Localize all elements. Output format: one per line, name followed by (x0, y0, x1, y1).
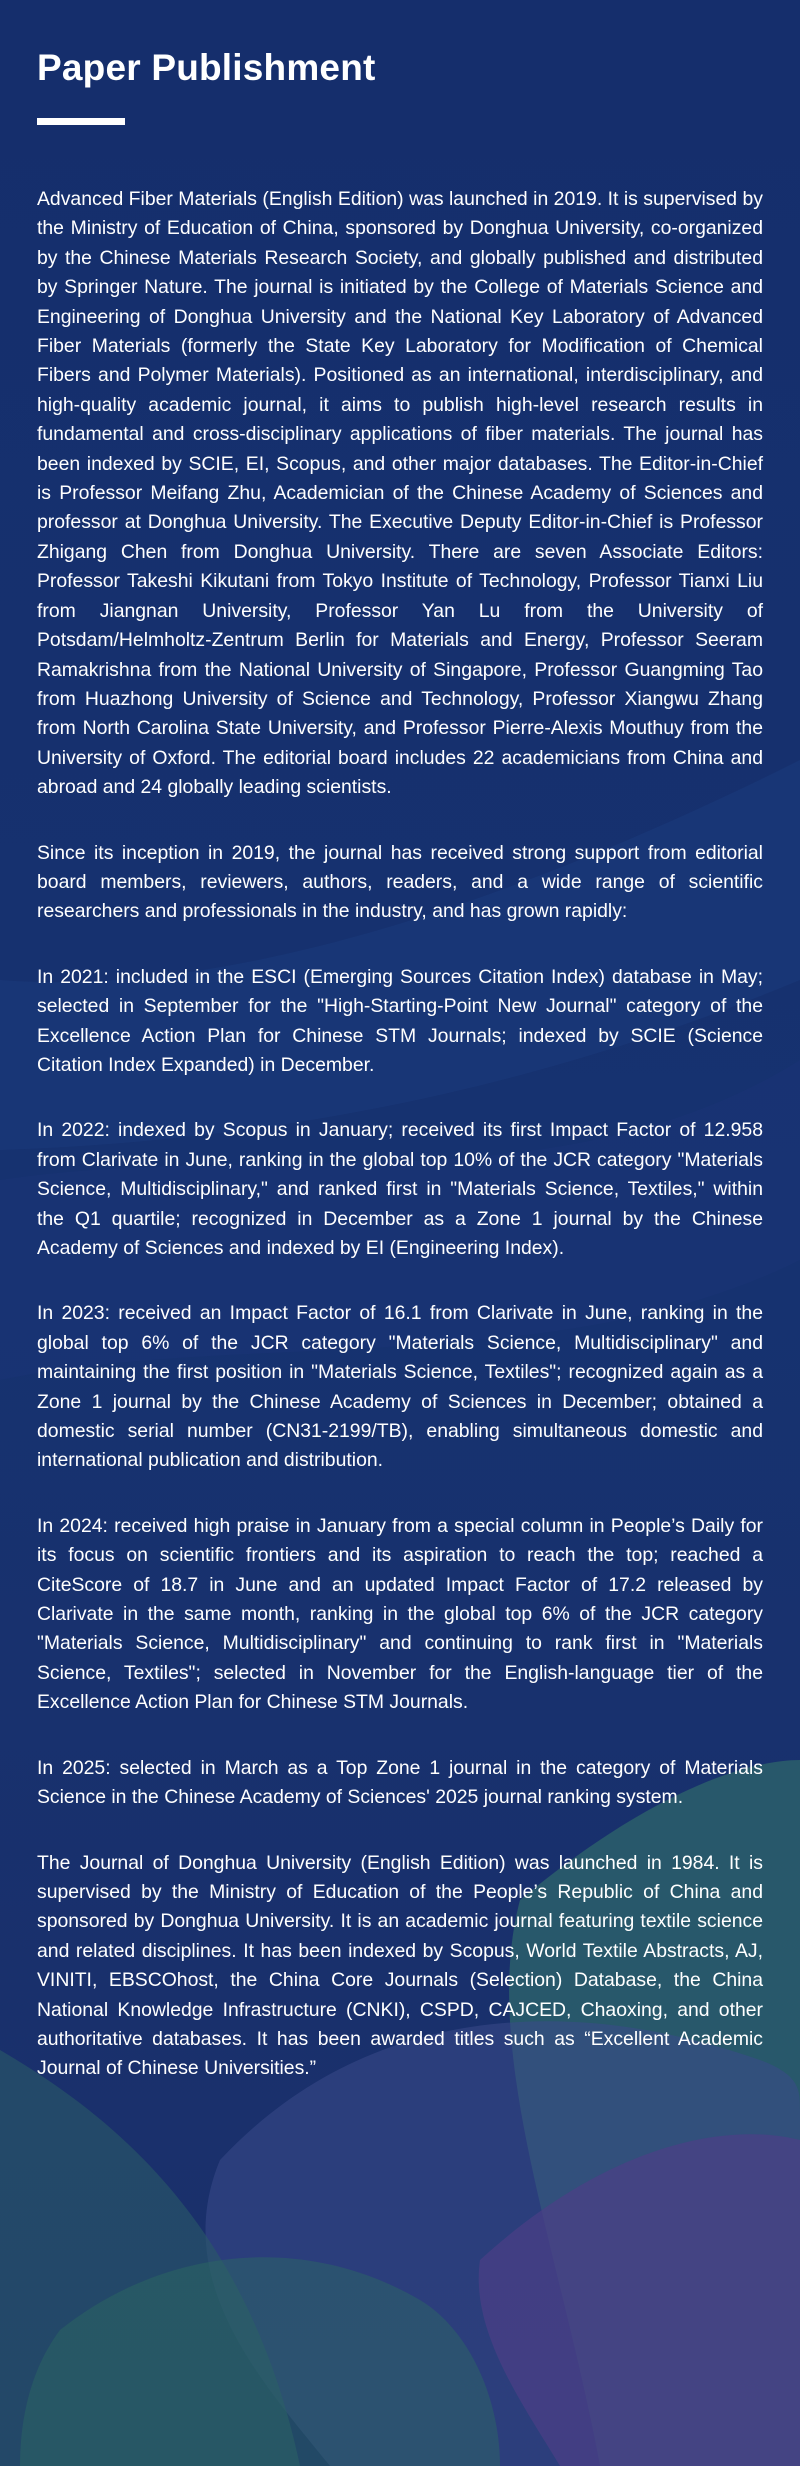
paragraph-2025: In 2025: selected in March as a Top Zone 1 journal in the category of Materials Science in the Chinese Academy of Sciences' 2025 journal ranking system. (37, 1756, 763, 1809)
paragraph-afm-intro: Advanced Fiber Materials (English Edition) was launched in 2019. It is supervised by the Ministry of Education of China, sponsored by Donghua University, co-organized by the Chinese Materials Research Society, and globally published and distributed by Springer Nature. The journal is initiated by the College of Materials Science and Engineering of Donghua University and the National Key Laboratory of Advanced Fiber Materials (formerly the State Key Laboratory for Modification of Chemical Fibers and Polymer Materials). Positioned as an international, interdisciplinary, and high-quality academic journal, it aims to publish high-level research results in fundamental and cross-disciplinary applications of fiber materials. The journal has been indexed by SCIE, EI, Scopus, and other major databases. The Editor-in-Chief is Professor Meifang Zhu, Academician of the Chinese Academy of Sciences and professor at Donghua University. The Executive Deputy Editor-in-Chief is Professor Zhigang Chen from Donghua University. There are seven Associate Editors: Professor Takeshi Kikutani from Tokyo Institute of Technology, Professor Tianxi Liu from Jiangnan University, Professor Yan Lu from the University of Potsdam/Helmholtz-Zentrum Berlin for Materials and Energy, Professor Seeram Ramakrishna from the National University of Singapore, Professor Guangming Tao from Huazhong University of Science and Technology, Professor Xiangwu Zhang from North Carolina State University, and Professor Pierre-Alexis Mouthuy from the University of Oxford. The editorial board includes 22 academicians from China and abroad and 24 globally leading scientists. (37, 188, 763, 799)
paragraph-jdhu-intro: The Journal of Donghua University (English Edition) was launched in 1984. It is supervised by the Ministry of Education of the People’s Republic of China and sponsored by Donghua University. It is an academic journal featuring textile science and related disciplines. It has been indexed by Scopus, World Textile Abstracts, AJ, VINITI, EBSCOhost, the China Core Journals (Selection) Database, the China National Knowledge Infrastructure (CNKI), CSPD, CAJCED, Chaoxing, and other authoritative databases. It has been awarded titles such as “Excellent Academic Journal of Chinese Universities.” (37, 1851, 763, 2080)
page-title: Paper Publishment (37, 47, 376, 88)
paragraph-2024: In 2024: received high praise in January from a special column in People’s Daily for its focus on scientific frontiers and its aspiration to reach the top; reached a CiteScore of 18.7 in June and an updated Impact Factor of 17.2 released by Clarivate in the same month, ranking in the global top 6% of the JCR category "Materials Science, Multidisciplinary" and continuing to rank first in "Materials Science, Textiles"; selected in November for the English-language tier of the Excellence Action Plan for Chinese STM Journals. (37, 1514, 763, 1714)
paragraph-2022: In 2022: indexed by Scopus in January; received its first Impact Factor of 12.958 from Clarivate in June, ranking in the global top 10% of the JCR category "Materials Science, Multidisciplinary," and ranked first in "Materials Science, Textiles," within the Q1 quartile; recognized in December as a Zone 1 journal by the Chinese Academy of Sciences and indexed by EI (Engineering Index). (37, 1119, 763, 1259)
paragraph-2023: In 2023: received an Impact Factor of 16.1 from Clarivate in June, ranking in the global top 6% of the JCR category "Materials Science, Multidisciplinary" and maintaining the first position in "Materials Science, Textiles"; recognized again as a Zone 1 journal by the Chinese Academy of Sciences in December; obtained a domestic serial number (CN31-2199/TB), enabling simultaneous domestic and international publication and distribution. (37, 1302, 763, 1472)
paragraph-2021: In 2021: included in the ESCI (Emerging Sources Citation Index) database in May; selected in September for the "High-Starting-Point New Journal" category of the Excellence Action Plan for Chinese STM Journals; indexed by SCIE (Science Citation Index Expanded) in December. (37, 965, 763, 1076)
title-underline (37, 118, 125, 125)
paragraph-growth-intro: Since its inception in 2019, the journal has received strong support from editorial board members, reviewers, authors, readers, and a wide range of scientific researchers and professionals in the industry, and has grown rapidly: (37, 841, 763, 923)
